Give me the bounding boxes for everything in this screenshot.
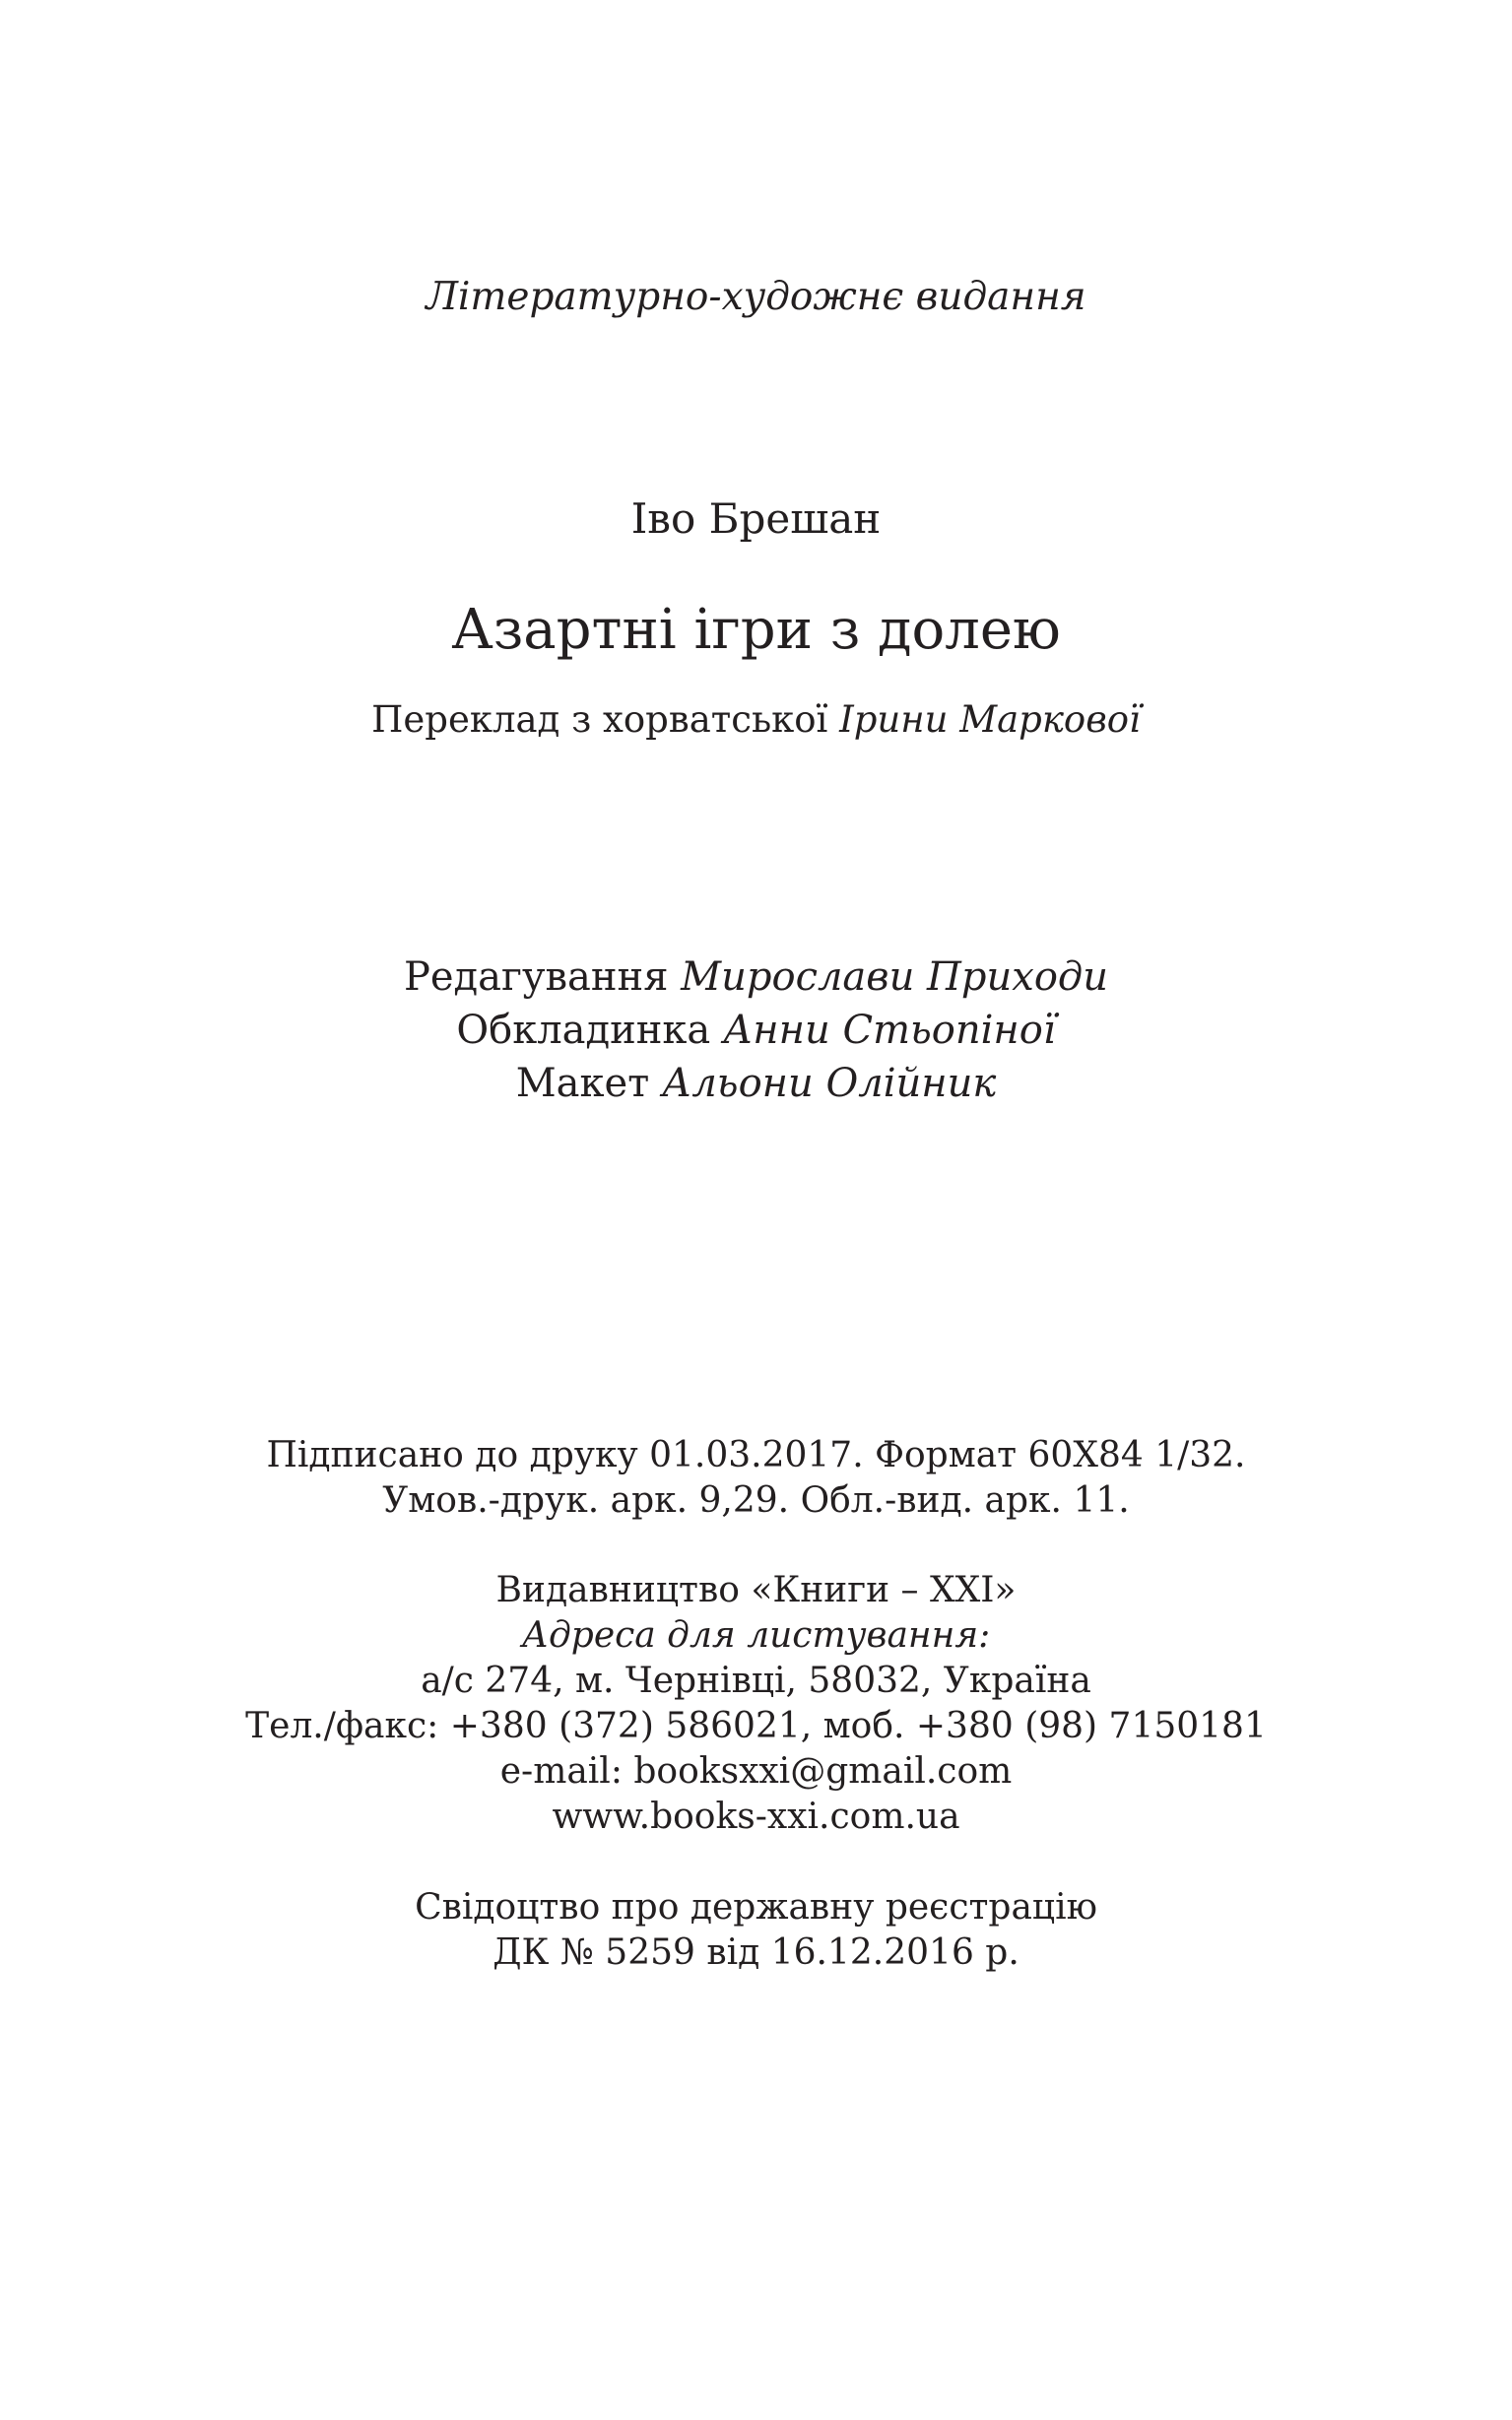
- website-url: www.books-xxi.com.ua: [552, 1797, 960, 1837]
- postal-address: а/с 274, м. Чернівці, 58032, Україна: [421, 1661, 1091, 1701]
- phone-numbers: Тел./факс: +380 (372) 586021, моб. +380 (98) 7150181: [245, 1706, 1267, 1746]
- credit-cover: [0, 1008, 1512, 1053]
- print-info-line-2: Умов.-друк. арк. 9,29. Обл.-вид. арк. 11.: [382, 1480, 1130, 1521]
- book-title: Азартні ігри з долею: [451, 598, 1061, 662]
- credit-person: Анни Стьопіної: [723, 1008, 1056, 1053]
- credit-role: Редагування: [403, 954, 669, 1000]
- email-address: e-mail: booksxxi@gmail.com: [499, 1751, 1013, 1792]
- credit-person: Альони Олійник: [662, 1061, 997, 1106]
- address-label: Адреса для листування:: [521, 1615, 991, 1656]
- publisher-name: Видавництво «Книги – ХХІ»: [495, 1570, 1017, 1610]
- translator-name: Ірини Маркової: [839, 698, 1141, 741]
- author-name: Іво Брешан: [630, 494, 882, 543]
- translation-prefix: Переклад з хорватської: [371, 698, 828, 741]
- credit-editing: [0, 954, 1512, 1000]
- print-info-line-1: Підписано до друку 01.03.2017. Формат 60Х84 1/32.: [266, 1435, 1246, 1475]
- translation-credit: [0, 698, 1512, 741]
- credit-person: Мирослави Приходи: [681, 954, 1109, 1000]
- registration-line-1: Свідоцтво про державну реєстрацію: [415, 1887, 1097, 1928]
- credit-layout: [0, 1061, 1512, 1106]
- genre-label: Літературно-художнє видання: [426, 275, 1086, 319]
- registration-line-2: ДК № 5259 від 16.12.2016 р.: [493, 1932, 1019, 1973]
- credit-role: Макет: [515, 1061, 650, 1106]
- credit-role: Обкладинка: [456, 1008, 711, 1053]
